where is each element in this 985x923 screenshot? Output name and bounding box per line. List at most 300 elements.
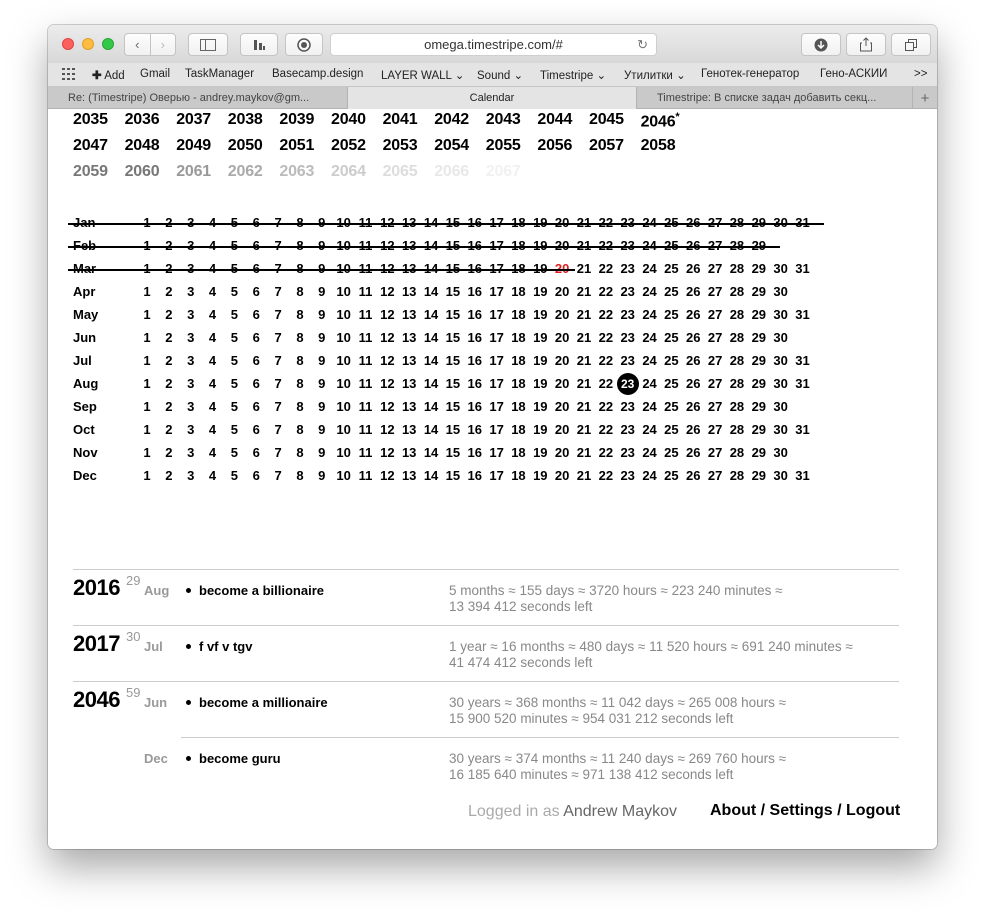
day-number[interactable]: 18 [511, 399, 526, 414]
day-number[interactable]: 19 [533, 284, 548, 299]
year-2055[interactable] [486, 137, 521, 155]
day-number[interactable]: 30 [773, 284, 788, 299]
bookmark-gmail[interactable]: Gmail [140, 68, 171, 80]
day-number[interactable]: 30 [773, 261, 788, 276]
day-number[interactable]: 22 [598, 307, 614, 322]
day-number[interactable]: 1 [143, 353, 151, 368]
share-button[interactable] [846, 33, 886, 56]
year-2052[interactable] [331, 137, 366, 155]
day-number[interactable]: 1 [143, 376, 151, 391]
year-2057[interactable] [589, 137, 624, 155]
day-number[interactable]: 3 [187, 422, 195, 437]
year-2050[interactable] [228, 137, 263, 155]
day-number[interactable]: 27 [707, 261, 723, 276]
day-number[interactable]: 9 [318, 376, 326, 391]
day-number[interactable]: 11 [358, 284, 373, 299]
day-number[interactable]: 23 [620, 399, 635, 414]
day-number[interactable]: 5 [230, 376, 238, 391]
bookmark-sound[interactable] [477, 68, 523, 82]
day-number[interactable]: 12 [380, 353, 395, 368]
year-2042[interactable] [434, 111, 469, 129]
day-number[interactable]: 28 [729, 376, 745, 391]
day-number[interactable]: 13 [401, 307, 417, 322]
day-number[interactable]: 15 [445, 399, 461, 414]
day-number[interactable]: 17 [489, 307, 504, 322]
day-number[interactable]: 8 [296, 399, 304, 414]
year-2067[interactable] [486, 163, 521, 181]
day-number[interactable]: 21 [576, 330, 592, 345]
year-2061[interactable] [176, 163, 211, 181]
bookmark-taskmanager[interactable]: TaskManager [185, 68, 255, 80]
year-2035[interactable] [73, 111, 108, 129]
back-button[interactable]: ‹ [125, 34, 151, 55]
day-number[interactable]: 1 [143, 468, 151, 483]
day-number[interactable]: 10 [336, 376, 351, 391]
day-number[interactable]: 9 [318, 353, 326, 368]
day-number[interactable]: 22 [598, 330, 614, 345]
extension-button[interactable] [240, 33, 278, 56]
day-number[interactable]: 31 [795, 261, 810, 276]
downloads-button[interactable] [801, 33, 841, 56]
year-2049[interactable] [176, 137, 211, 155]
bookmark-genotek-generator[interactable]: Генотек-генератор [701, 68, 800, 80]
day-number[interactable]: 18 [511, 353, 526, 368]
day-number[interactable]: 22 [598, 284, 614, 299]
day-number[interactable]: 10 [336, 353, 351, 368]
day-number[interactable]: 9 [318, 399, 326, 414]
day-number[interactable]: 15 [445, 376, 461, 391]
day-number[interactable]: 23 [620, 330, 635, 345]
day-number[interactable]: 7 [274, 376, 282, 391]
day-number[interactable]: 28 [729, 330, 745, 345]
day-number[interactable]: 21 [576, 284, 592, 299]
day-number[interactable]: 10 [336, 330, 351, 345]
day-number[interactable]: 16 [467, 422, 482, 437]
day-number[interactable]: 7 [274, 468, 282, 483]
day-number[interactable]: 9 [318, 422, 326, 437]
bookmarks-more-button[interactable]: >> [914, 68, 928, 80]
day-number[interactable]: 14 [423, 376, 439, 391]
tab-calendar[interactable] [348, 87, 637, 109]
day-number[interactable]: 16 [467, 468, 482, 483]
day-number[interactable]: 31 [795, 468, 810, 483]
day-number[interactable]: 2 [165, 307, 173, 322]
year-2051[interactable] [279, 137, 314, 155]
day-number[interactable]: 29 [751, 353, 767, 368]
day-number[interactable]: 28 [729, 307, 745, 322]
day-number[interactable]: 16 [467, 330, 482, 345]
day-number[interactable]: 15 [445, 284, 461, 299]
day-number[interactable]: 6 [252, 399, 260, 414]
grid-icon[interactable] [62, 68, 76, 83]
day-number[interactable]: 22 [598, 376, 614, 391]
day-number[interactable]: 27 [707, 468, 723, 483]
day-number[interactable]: 23 [620, 284, 635, 299]
day-number[interactable]: 5 [230, 422, 238, 437]
year-2041[interactable] [383, 111, 418, 129]
tab-email[interactable] [48, 87, 348, 109]
day-number[interactable]: 9 [318, 330, 326, 345]
day-number[interactable]: 27 [707, 399, 723, 414]
day-number[interactable]: 26 [686, 399, 701, 414]
day-number[interactable]: 1 [143, 399, 151, 414]
day-number[interactable]: 21 [576, 468, 592, 483]
day-number[interactable]: 11 [358, 330, 373, 345]
day-number[interactable]: 12 [380, 422, 395, 437]
day-number[interactable]: 3 [187, 330, 195, 345]
day-number[interactable]: 18 [511, 307, 526, 322]
day-number[interactable]: 21 [576, 353, 592, 368]
day-number[interactable]: 19 [533, 399, 548, 414]
day-number[interactable]: 25 [664, 353, 679, 368]
day-number[interactable]: 8 [296, 284, 304, 299]
day-number[interactable]: 7 [274, 330, 282, 345]
day-number[interactable]: 20 [554, 353, 570, 368]
day-number[interactable]: 24 [642, 353, 657, 368]
day-number[interactable]: 14 [423, 307, 439, 322]
day-number[interactable]: 2 [165, 353, 173, 368]
day-number[interactable]: 25 [664, 284, 679, 299]
day-number[interactable]: 11 [358, 422, 373, 437]
address-bar[interactable] [330, 33, 657, 56]
day-number[interactable]: 1 [143, 307, 151, 322]
goal-title[interactable]: f vf v tgv [199, 639, 253, 654]
day-number[interactable]: 30 [773, 307, 788, 322]
day-number[interactable]: 6 [252, 353, 260, 368]
day-number[interactable]: 24 [642, 376, 657, 391]
day-number[interactable]: 22 [598, 261, 614, 276]
day-number[interactable]: 28 [729, 399, 745, 414]
day-number[interactable]: 29 [751, 376, 767, 391]
day-number[interactable]: 17 [489, 422, 504, 437]
day-number[interactable]: 1 [143, 422, 151, 437]
forward-button[interactable]: › [160, 37, 165, 52]
day-number[interactable]: 2 [165, 399, 173, 414]
day-number[interactable]: 18 [511, 376, 526, 391]
year-2040[interactable] [331, 111, 366, 129]
goal-title[interactable]: become a millionaire [199, 695, 328, 710]
year-2036[interactable] [125, 111, 160, 129]
day-number[interactable]: 15 [445, 445, 461, 460]
day-number[interactable]: 29 [751, 284, 767, 299]
day-number[interactable]: 5 [230, 284, 238, 299]
day-number[interactable]: 5 [230, 468, 238, 483]
day-number[interactable]: 20 [554, 399, 570, 414]
day-number[interactable]: 30 [773, 422, 788, 437]
day-number[interactable]: 6 [252, 376, 260, 391]
user-name[interactable]: Andrew Maykov [563, 803, 678, 820]
day-number[interactable]: 10 [336, 422, 351, 437]
day-number[interactable]: 27 [707, 445, 723, 460]
day-number[interactable]: 14 [423, 353, 439, 368]
day-number[interactable]: 20 [554, 376, 570, 391]
day-number[interactable]: 8 [296, 353, 304, 368]
day-number[interactable]: 4 [208, 330, 217, 345]
goal-title[interactable]: become a billionaire [199, 583, 324, 598]
day-number[interactable]: 6 [252, 284, 260, 299]
day-number[interactable]: 23 [620, 307, 635, 322]
day-number[interactable]: 2 [165, 445, 173, 460]
day-number[interactable]: 12 [380, 330, 395, 345]
tab-timestripe[interactable] [637, 87, 913, 109]
day-number[interactable]: 14 [423, 468, 439, 483]
day-number[interactable]: 9 [318, 284, 326, 299]
day-number[interactable]: 17 [489, 468, 504, 483]
day-number[interactable]: 13 [401, 284, 417, 299]
new-tab-button[interactable]: + [920, 89, 930, 107]
day-number[interactable]: 30 [773, 330, 788, 345]
day-number[interactable]: 6 [252, 468, 260, 483]
day-number[interactable]: 26 [686, 376, 701, 391]
day-number[interactable]: 6 [252, 445, 260, 460]
record-button[interactable] [285, 33, 323, 56]
day-number[interactable]: 30 [773, 376, 788, 391]
day-number[interactable]: 27 [707, 353, 723, 368]
day-number[interactable]: 16 [467, 376, 482, 391]
day-number[interactable]: 3 [187, 399, 195, 414]
day-number[interactable]: 14 [423, 284, 439, 299]
day-number[interactable]: 24 [642, 284, 657, 299]
day-number[interactable]: 17 [489, 330, 504, 345]
day-number[interactable]: 3 [187, 307, 195, 322]
day-number[interactable]: 8 [296, 445, 304, 460]
day-number[interactable]: 10 [336, 445, 351, 460]
day-number[interactable]: 7 [274, 399, 282, 414]
day-number[interactable]: 27 [707, 422, 723, 437]
day-number[interactable]: 25 [664, 261, 679, 276]
sidebar-button[interactable] [188, 33, 228, 56]
day-number[interactable]: 22 [598, 353, 614, 368]
logout-link[interactable]: Logout [846, 802, 901, 819]
day-number[interactable]: 23 [620, 261, 635, 276]
day-number[interactable]: 21 [576, 422, 592, 437]
day-number[interactable]: 5 [230, 307, 238, 322]
day-number[interactable]: 5 [230, 399, 238, 414]
day-number[interactable]: 21 [576, 261, 592, 276]
day-number[interactable]: 9 [318, 468, 326, 483]
day-number[interactable]: 12 [380, 445, 395, 460]
day-number[interactable]: 25 [664, 376, 679, 391]
day-number[interactable]: 17 [489, 445, 504, 460]
day-number[interactable]: 31 [795, 422, 810, 437]
day-number[interactable]: 14 [423, 330, 439, 345]
day-number[interactable]: 10 [336, 399, 351, 414]
day-number[interactable]: 26 [686, 330, 701, 345]
day-number[interactable]: 14 [423, 445, 439, 460]
day-number[interactable]: 26 [686, 353, 701, 368]
day-number[interactable]: 29 [751, 422, 767, 437]
day-number[interactable]: 29 [751, 399, 767, 414]
year-2059[interactable] [73, 163, 108, 181]
year-2037[interactable] [176, 111, 211, 129]
day-number[interactable]: 11 [358, 468, 373, 483]
tabs-overview-button[interactable] [891, 33, 931, 56]
close-window-button[interactable] [62, 38, 74, 50]
day-number[interactable]: 7 [274, 284, 282, 299]
day-number[interactable]: 21 [576, 376, 592, 391]
day-number[interactable]: 5 [230, 353, 238, 368]
day-number[interactable]: 25 [664, 445, 679, 460]
day-number[interactable]: 2 [165, 422, 173, 437]
day-number[interactable]: 15 [445, 422, 461, 437]
day-number[interactable]: 26 [686, 307, 701, 322]
day-number[interactable]: 22 [598, 445, 614, 460]
day-number[interactable]: 17 [489, 376, 504, 391]
day-number[interactable]: 8 [296, 307, 304, 322]
day-number[interactable]: 20 [554, 307, 570, 322]
day-number[interactable]: 18 [511, 330, 526, 345]
minimize-window-button[interactable] [82, 38, 94, 50]
day-number[interactable]: 13 [401, 330, 417, 345]
day-number[interactable]: 28 [729, 422, 745, 437]
day-number[interactable]: 30 [773, 445, 788, 460]
day-number[interactable]: 7 [274, 353, 282, 368]
day-number[interactable]: 17 [489, 399, 504, 414]
bookmark-add[interactable]: ✚ Add [92, 70, 125, 82]
day-number[interactable]: 24 [642, 399, 657, 414]
year-2065[interactable] [383, 163, 418, 181]
goal-title[interactable]: become guru [199, 751, 281, 766]
day-number[interactable]: 7 [274, 307, 282, 322]
day-number[interactable]: 28 [729, 261, 745, 276]
year-2039[interactable] [279, 111, 314, 129]
day-number[interactable]: 11 [358, 307, 373, 322]
day-number[interactable]: 29 [751, 330, 767, 345]
day-number[interactable]: 28 [729, 468, 745, 483]
day-number[interactable]: 24 [642, 445, 657, 460]
year-2044[interactable] [537, 111, 572, 129]
day-number[interactable]: 3 [187, 468, 195, 483]
day-number[interactable]: 15 [445, 468, 461, 483]
day-number[interactable]: 29 [751, 468, 767, 483]
day-number[interactable]: 31 [795, 376, 810, 391]
day-number[interactable]: 19 [533, 330, 548, 345]
day-number[interactable]: 16 [467, 399, 482, 414]
day-number[interactable]: 19 [533, 468, 548, 483]
day-number[interactable]: 27 [707, 284, 723, 299]
year-2048[interactable] [125, 137, 160, 155]
day-number[interactable]: 29 [751, 261, 767, 276]
year-2045[interactable] [589, 111, 624, 129]
day-number[interactable]: 25 [664, 307, 679, 322]
bookmark-basecamp[interactable]: Basecamp.design [272, 68, 364, 80]
day-number[interactable]: 23 [620, 353, 635, 368]
day-number[interactable]: 10 [336, 468, 351, 483]
day-number[interactable]: 9 [318, 307, 326, 322]
day-number[interactable]: 1 [143, 445, 151, 460]
day-number[interactable]: 23 [620, 422, 635, 437]
day-number[interactable]: 12 [380, 307, 395, 322]
day-number[interactable]: 4 [208, 353, 217, 368]
day-number[interactable]: 4 [208, 307, 217, 322]
day-number[interactable]: 11 [358, 399, 373, 414]
day-number[interactable]: 6 [252, 422, 260, 437]
day-number[interactable]: 29 [751, 445, 767, 460]
day-number[interactable]: 4 [208, 422, 217, 437]
today-marker[interactable]: 23 [617, 373, 639, 395]
year-2060[interactable] [125, 163, 160, 181]
day-number[interactable]: 13 [401, 468, 417, 483]
day-number[interactable]: 2 [165, 376, 173, 391]
day-number[interactable]: 20 [554, 445, 570, 460]
day-number[interactable]: 6 [252, 330, 260, 345]
day-number[interactable]: 26 [686, 284, 701, 299]
day-number[interactable]: 24 [642, 330, 657, 345]
day-number[interactable]: 18 [511, 445, 526, 460]
year-2054[interactable] [434, 137, 469, 155]
year-2038[interactable] [228, 111, 263, 129]
day-number[interactable]: 15 [445, 307, 461, 322]
year-2047[interactable] [73, 137, 108, 155]
day-number[interactable]: 16 [467, 284, 482, 299]
day-number[interactable]: 1 [143, 330, 151, 345]
day-number[interactable]: 16 [467, 353, 482, 368]
day-number[interactable]: 26 [686, 468, 701, 483]
day-number[interactable]: 23 [620, 468, 635, 483]
bookmark-utilities[interactable] [624, 68, 686, 82]
day-number[interactable]: 20 [554, 468, 570, 483]
day-number[interactable]: 12 [380, 376, 395, 391]
day-number[interactable]: 11 [358, 376, 373, 391]
day-number[interactable]: 15 [445, 353, 461, 368]
day-number[interactable]: 11 [358, 445, 373, 460]
day-number[interactable]: 30 [773, 353, 788, 368]
day-number[interactable]: 8 [296, 422, 304, 437]
day-number[interactable]: 27 [707, 376, 723, 391]
day-number[interactable]: 17 [489, 353, 504, 368]
day-number[interactable]: 15 [445, 330, 461, 345]
day-number[interactable]: 30 [773, 468, 788, 483]
day-number[interactable]: 12 [380, 399, 395, 414]
day-number[interactable]: 20 [554, 284, 570, 299]
day-number[interactable]: 27 [707, 307, 723, 322]
day-number[interactable]: 5 [230, 330, 238, 345]
day-number[interactable]: 4 [208, 468, 217, 483]
settings-link[interactable]: Settings [769, 802, 833, 819]
day-number[interactable]: 17 [489, 284, 504, 299]
day-number[interactable]: 28 [729, 284, 745, 299]
day-number[interactable]: 13 [401, 422, 417, 437]
day-number[interactable]: 18 [511, 468, 526, 483]
day-number[interactable]: 1 [143, 284, 151, 299]
day-number[interactable]: 26 [686, 422, 701, 437]
day-number[interactable]: 5 [230, 445, 238, 460]
day-number[interactable]: 14 [423, 422, 439, 437]
day-number[interactable]: 28 [729, 353, 745, 368]
day-number[interactable]: 21 [576, 445, 592, 460]
day-number[interactable]: 10 [336, 307, 351, 322]
day-number[interactable]: 24 [642, 422, 657, 437]
day-number[interactable]: 4 [208, 284, 217, 299]
day-number[interactable]: 9 [318, 445, 326, 460]
day-number[interactable]: 25 [664, 330, 679, 345]
day-number[interactable]: 30 [773, 399, 788, 414]
day-number[interactable]: 13 [401, 445, 417, 460]
day-number[interactable]: 31 [795, 307, 810, 322]
day-number[interactable]: 13 [401, 353, 417, 368]
day-number[interactable]: 6 [252, 307, 260, 322]
reload-icon[interactable]: ↻ [637, 37, 648, 52]
day-number[interactable]: 8 [296, 376, 304, 391]
day-number[interactable]: 23 [620, 445, 635, 460]
bookmark-layer-wall[interactable] [381, 68, 464, 82]
maximize-window-button[interactable] [102, 38, 114, 50]
day-number[interactable]: 22 [598, 422, 614, 437]
day-number[interactable]: 20 [554, 422, 570, 437]
day-number[interactable]: 13 [401, 376, 417, 391]
day-number[interactable]: 3 [187, 353, 195, 368]
year-2058[interactable] [641, 137, 676, 155]
